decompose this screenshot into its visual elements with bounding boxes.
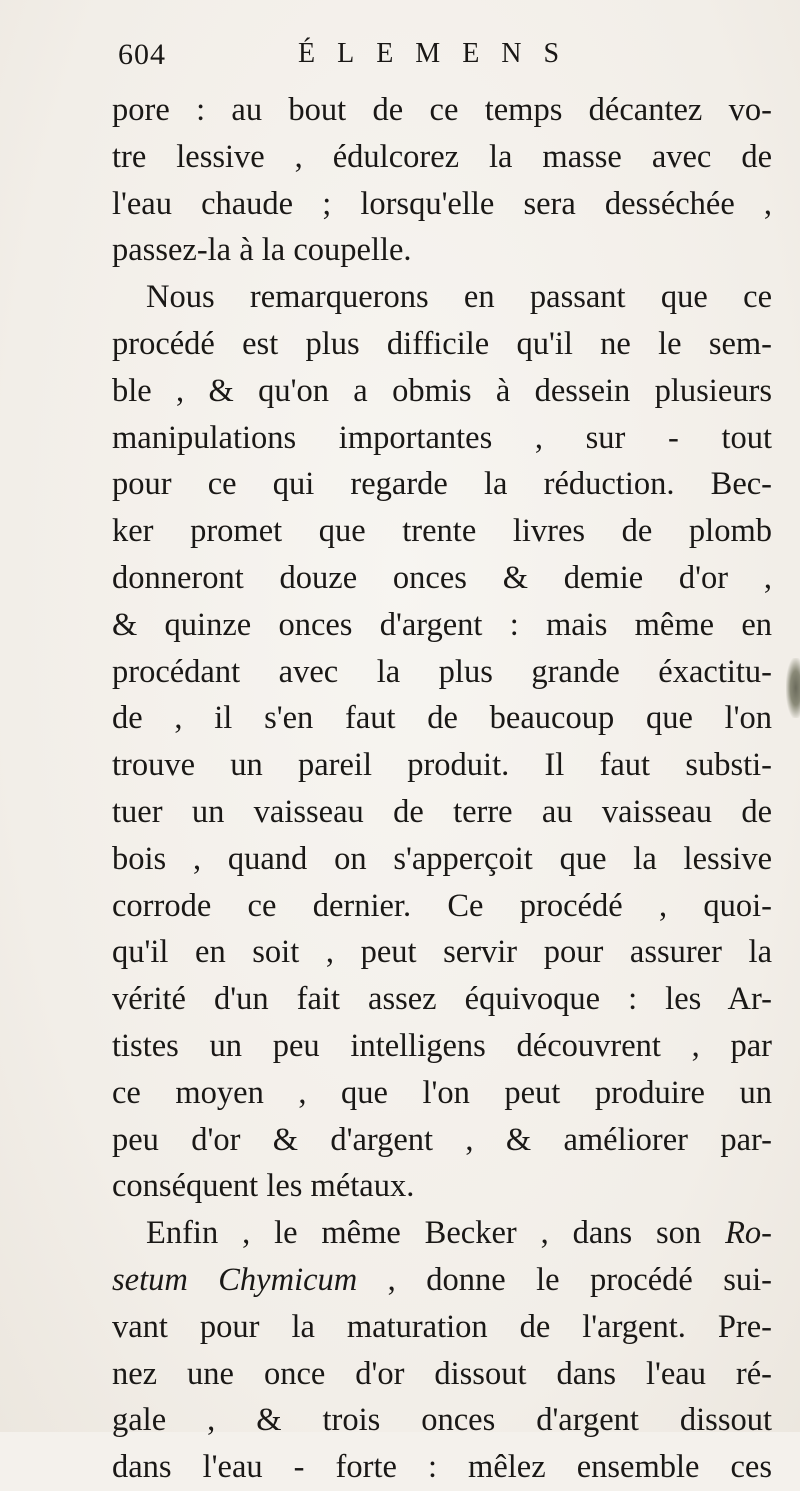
italic-title: setum Chymicum: [112, 1261, 358, 1298]
text-line: pore : au bout de ce temps décantez vo-: [112, 92, 772, 128]
text-line: donneront douze onces & demie d'or ,: [112, 559, 772, 596]
text-run: , donne le procédé sui-: [357, 1261, 772, 1298]
text-line: l'eau chaude ; lorsqu'elle sera desséchée ,: [112, 185, 772, 222]
text-line: peu d'or & d'argent , & améliorer par-: [112, 1121, 772, 1158]
ink-speck: [786, 658, 800, 718]
text-line: dans l'eau - forte : mêlez ensemble ces: [112, 1449, 772, 1486]
italic-title: Ro-: [725, 1215, 772, 1252]
text-run: Enfin , le même Becker , dans son: [146, 1215, 726, 1252]
text-line: & quinze onces d'argent : mais même en: [112, 606, 772, 643]
text-line: tre lessive , édulcorez la masse avec de: [112, 138, 772, 175]
text-line: qu'il en soit , peut servir pour assurer la: [112, 934, 772, 971]
text-line: corrode ce dernier. Ce procédé , quoi-: [112, 887, 772, 924]
text-line: Nous remarquerons en passant que ce: [146, 279, 772, 316]
text-line: de , il s'en faut de beaucoup que l'on: [112, 700, 772, 737]
text-line: conséquent les métaux.: [112, 1168, 415, 1205]
text-line: procédant avec la plus grande éxactitu-: [112, 653, 772, 690]
text-line: [112, 1210, 772, 1257]
text-line: vant pour la maturation de l'argent. Pre-: [112, 1308, 772, 1345]
text-line: ce moyen , que l'on peut produire un: [112, 1074, 772, 1111]
text-line: ker promet que trente livres de plomb: [112, 513, 772, 550]
text-line: ble , & qu'on a obmis à dessein plusieurs: [112, 372, 772, 409]
text-line: pour ce qui regarde la réduction. Bec-: [112, 466, 772, 503]
text-line: procédé est plus difficile qu'il ne le sem-: [112, 325, 772, 362]
text-line: bois , quand on s'apperçoit que la lessive: [112, 840, 772, 877]
text-line: [112, 1257, 772, 1304]
text-line: passez-la à la coupelle.: [112, 232, 412, 269]
running-title: ÉLEMENS: [298, 38, 582, 69]
text-line: gale , & trois onces d'argent dissout: [112, 1402, 772, 1439]
text-line: vérité d'un fait assez équivoque : les Ar-: [112, 981, 772, 1018]
text-line: tuer un vaisseau de terre au vaisseau de: [112, 793, 772, 830]
text-line: trouve un pareil produit. Il faut substi-: [112, 747, 772, 784]
body-text: [112, 87, 772, 1491]
text-line: tistes un peu intelligens découvrent , par: [112, 1027, 772, 1064]
text-line: nez une once d'or dissout dans l'eau ré-: [112, 1355, 772, 1392]
page-header: [118, 38, 678, 78]
text-line: manipulations importantes , sur - tout: [112, 419, 772, 456]
page-number: 604: [118, 38, 166, 71]
